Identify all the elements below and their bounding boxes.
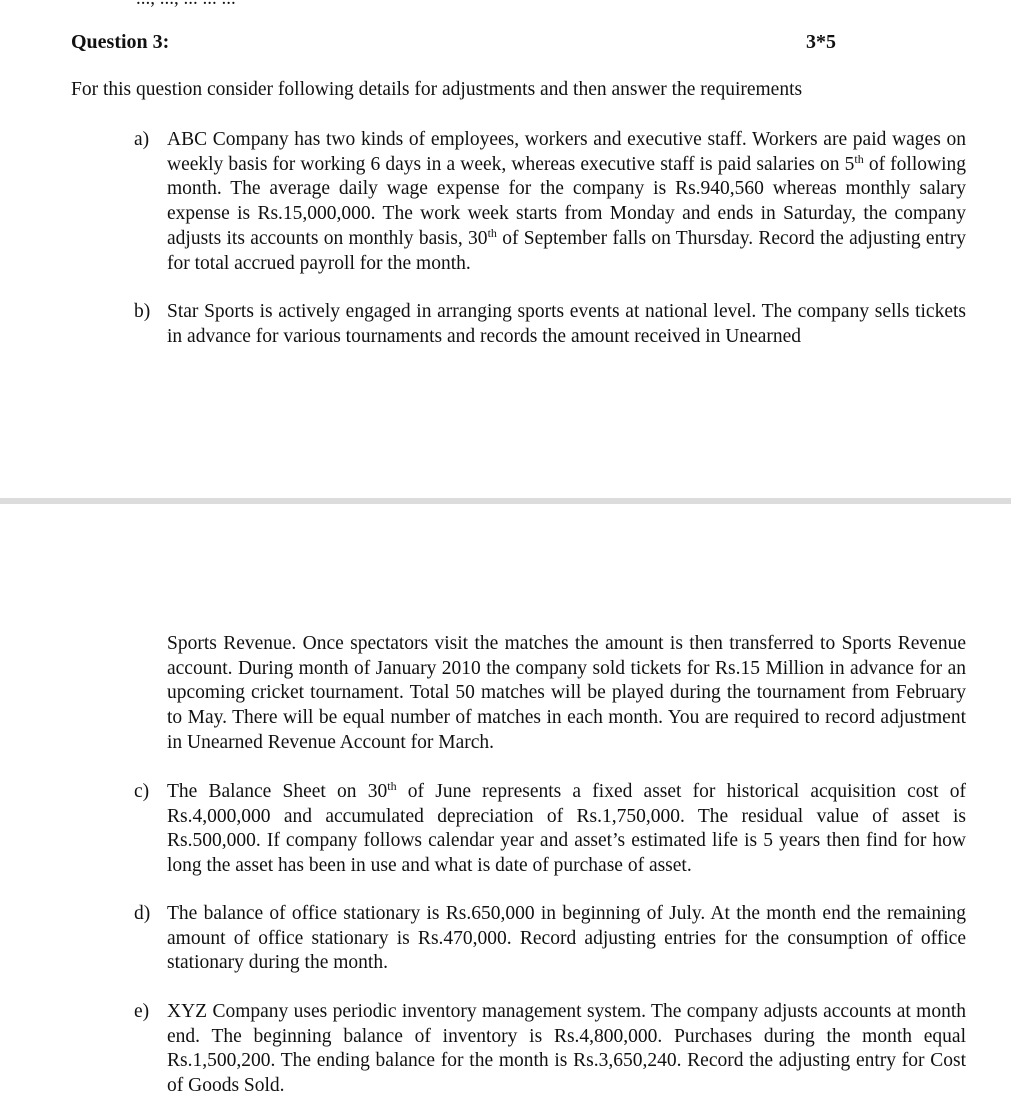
item-d-text: The balance of office stationary is Rs.650,000 in beginning of July. At the month end the remaining amount of office stationary is Rs.470,000. Record adjusting entries for the consumption of office stationary during the month. — [167, 903, 966, 974]
cutoff-text-fragment — [136, 0, 236, 10]
page-bottom — [0, 504, 1011, 1111]
item-c-label: c) — [134, 781, 150, 802]
item-b-label: b) — [134, 301, 151, 322]
item-c — [134, 780, 966, 879]
item-e — [134, 1000, 966, 1099]
question-marks: 3*5 — [806, 31, 836, 53]
item-e-text: XYZ Company uses periodic inventory management system. The company adjusts accounts at month end. The beginning balance of inventory is Rs.4,800,000. Purchases during the month equal Rs.1,500,200. The ending balance for the month is Rs.3,650,240. Record the adjusting entry for Cost of Goods Sold. — [167, 1001, 966, 1097]
question-title: Question 3: — [71, 31, 170, 53]
item-a — [134, 128, 966, 276]
item-c-text: The Balance Sheet on 30th of June represents a fixed asset for historical acquisition cost of Rs.4,000,000 and accumulated depreciation of Rs.1,750,000. The residual value of asset is Rs.500,000. If company follows calendar year and asset’s estimated life is 5 years then find for how long the asset has been in use and what is date of purchase of asset. — [167, 779, 967, 877]
item-a-text: ABC Company has two kinds of employees, workers and executive staff. Workers are paid wages on weekly basis for working 6 days in a week, whereas executive staff is paid salaries on 5th of following month. The average daily wage expense for the company is Rs.940,560 whereas monthly salary expense is Rs.15,000,000. The work week starts from Monday and ends in Saturday, the company adjusts its accounts on monthly basis, 30th of September falls on Thursday. Record the adjusting entry for total accrued payroll for the month. — [167, 129, 966, 274]
question-intro: For this question consider following details for adjustments and then answer the requirements — [71, 79, 803, 100]
item-a-label: a) — [134, 129, 150, 150]
item-b — [134, 300, 966, 349]
page-top — [0, 0, 1011, 498]
item-d-label: d) — [134, 903, 151, 924]
item-e-label: e) — [134, 1001, 150, 1022]
item-b-text-part2: Sports Revenue. Once spectators visit the matches the amount is then transferred to Sports Revenue account. During month of January 2010 the company sold tickets for Rs.15 Million in advance for an upcoming cricket tournament. Total 50 matches will be played during the tournament from February to May. There will be equal number of matches in each month. You are required to record adjustment in Unearned Revenue Account for March. — [167, 633, 966, 753]
item-b-text-part1: Star Sports is actively engaged in arranging sports events at national level. The company sells tickets in advance for various tournaments and records the amount received in Unearned — [167, 301, 966, 347]
item-d — [134, 902, 966, 976]
item-b-continued — [134, 632, 966, 756]
